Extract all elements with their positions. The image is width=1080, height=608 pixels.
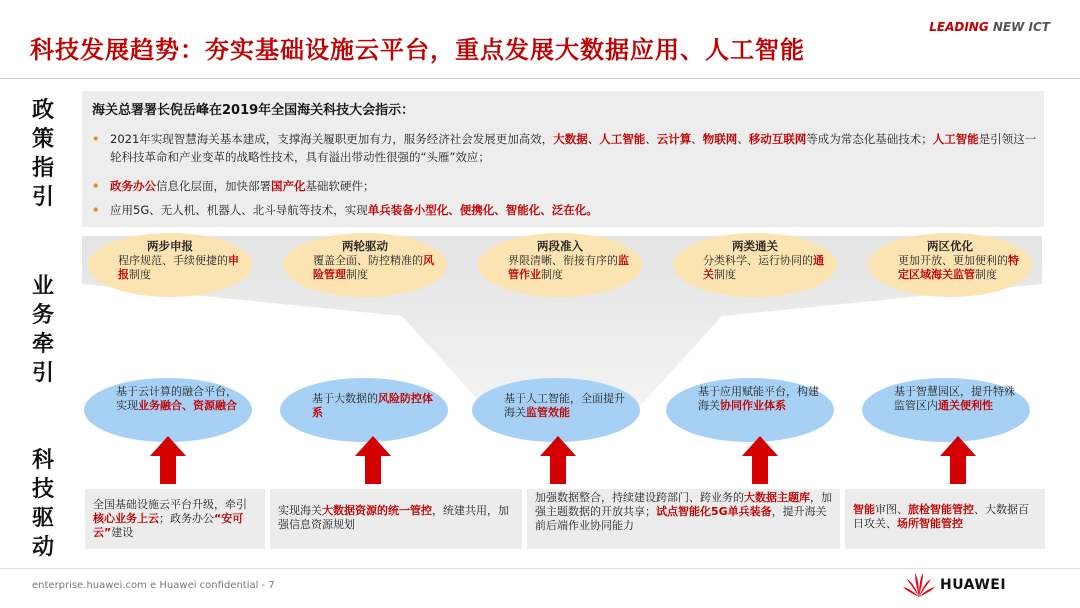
text-span: 信息化层面，加快部署 <box>156 179 271 193</box>
highlight: 风险防控体系 <box>312 392 433 419</box>
business-oval <box>88 233 252 297</box>
tech-goal-oval <box>862 378 1030 442</box>
highlight: 人工智能 <box>599 132 646 146</box>
policy-bullet <box>92 130 1037 166</box>
highlight: 通关便利性 <box>938 399 993 412</box>
highlight: 监管作业 <box>508 254 629 281</box>
text-span: 更加开放、更加便利的 <box>898 254 1008 267</box>
highlight: 大数据主题库 <box>744 491 810 504</box>
huawei-logo-text: HUAWEI <box>940 577 1007 593</box>
highlight: 人工智能 <box>932 132 979 146</box>
brand-slogan <box>929 20 1050 34</box>
up-arrow-icon <box>540 436 576 484</box>
text-span: 基于云计算的融合平台，实现 <box>116 385 237 412</box>
tech-goal-oval <box>84 378 252 442</box>
business-oval <box>673 233 837 297</box>
bullet-dot: • <box>92 203 100 217</box>
text-span: 制度 <box>346 268 368 281</box>
highlight: 智能 <box>853 503 875 516</box>
highlight: 风险管理 <box>313 254 434 281</box>
text-span: 制度 <box>541 268 563 281</box>
text-span: 基于应用赋能平台，构建海关 <box>698 385 819 412</box>
highlight: 单兵装备小型化、便携化、智能化、泛在化。 <box>367 203 598 217</box>
text-span: 是引领这一轮科技革命和产业变革的战略性技术，具有溢出带动性很强的“头雁”效应； <box>110 132 1037 164</box>
up-arrow-icon <box>150 436 186 484</box>
text-span: 基于人工智能，全面提升海关 <box>504 392 625 419</box>
tech-goal-text <box>698 385 820 413</box>
highlight: 协同作业体系 <box>720 399 786 412</box>
policy-bullet <box>92 177 1037 195</box>
up-arrow-icon <box>355 436 391 484</box>
business-oval <box>283 233 447 297</box>
brand-slogan-tail: NEW ICT <box>992 20 1050 34</box>
tech-driver-box <box>845 489 1045 549</box>
policy-bullet <box>92 201 1037 219</box>
business-oval-body <box>313 254 435 282</box>
business-oval <box>868 233 1032 297</box>
business-oval-title: 两轮驱动 <box>342 239 388 253</box>
side-label-policy: 政 策 指 引 <box>31 98 54 211</box>
text-span: 审图、 <box>875 503 908 516</box>
side-label-business: 业 务 牵 引 <box>31 274 54 387</box>
text-span: 分类科学、运行协同的 <box>703 254 813 267</box>
business-oval-body <box>118 254 240 282</box>
huawei-logo <box>902 570 1052 600</box>
text-span: 全国基础设施云平台升级，牵引 <box>93 498 247 511</box>
up-arrow-icon <box>742 436 778 484</box>
text-span: 基于智慧园区，提升特殊监管区内 <box>894 385 1015 412</box>
text-span: 制度 <box>975 268 997 281</box>
highlight: 大数据 <box>553 132 588 146</box>
huawei-flower-icon <box>902 570 936 598</box>
highlight: 特定区域海关监管 <box>898 254 1019 281</box>
footer-text: enterprise.huawei.com e Huawei confidential - 7 <box>32 580 275 591</box>
highlight: 试点智能化5G单兵装备 <box>656 505 772 518</box>
text-span: ；政务办公 <box>159 512 214 525</box>
highlight: 移动互联网 <box>748 132 807 146</box>
text-span: 程序规范、手续便捷的 <box>118 254 228 267</box>
tech-goal-text <box>312 392 434 420</box>
tech-goal-text <box>504 392 626 420</box>
business-oval-body <box>898 254 1020 282</box>
text-span: 制度 <box>714 268 736 281</box>
highlight: “安可云” <box>93 512 244 539</box>
highlight: 云计算 <box>656 132 692 146</box>
up-arrow-icon <box>940 436 976 484</box>
bullet-dot: • <box>92 132 100 146</box>
tech-driver-box <box>527 489 840 549</box>
tech-driver-box <box>270 489 522 549</box>
text-span: 、 <box>587 132 600 146</box>
policy-bullet-text <box>92 201 1037 219</box>
business-oval-title: 两类通关 <box>732 239 778 253</box>
highlight: 申报 <box>118 254 239 281</box>
text-span: 2021年实现智慧海关基本建成，支撑海关履职更加有力，服务经济社会发展更加高效， <box>110 132 554 146</box>
highlight: 国产化 <box>271 179 306 193</box>
highlight: 监管效能 <box>526 406 570 419</box>
tech-goal-text <box>894 385 1016 413</box>
text-span: 建设 <box>111 526 134 539</box>
text-span: 界限清晰、衔接有序的 <box>508 254 618 267</box>
highlight: 物联网 <box>702 132 738 146</box>
text-span: 制度 <box>129 268 151 281</box>
policy-bullet-text <box>92 177 1037 195</box>
footer-divider <box>0 568 1080 569</box>
text-span: ，加强主题数据的开放共享； <box>535 491 832 518</box>
text-span: ，统建共用，加强信息资源规划 <box>278 504 509 531</box>
tech-driver-box <box>85 489 265 549</box>
business-oval-title: 两段准入 <box>537 239 583 253</box>
text-span: 基础软硬件； <box>305 179 375 193</box>
highlight: 业务融合、资源融合 <box>138 399 237 412</box>
page-title: 科技发展趋势：夯实基础设施云平台，重点发展大数据应用、人工智能 <box>30 36 805 64</box>
tech-goal-text <box>116 385 238 413</box>
highlight: 场所智能管控 <box>897 517 963 530</box>
policy-heading: 海关总署署长倪岳峰在2019年全国海关科技大会指示： <box>92 103 415 118</box>
text-span: 应用5G、无人机、机器人、北斗导航等技术，实现 <box>110 203 368 217</box>
text-span: 加强数据整合，持续建设跨部门、跨业务的 <box>535 491 744 504</box>
text-span: 实现海关 <box>278 504 322 517</box>
text-span: 、 <box>645 132 657 146</box>
text-span: ，提升海关前后端作业协同能力 <box>535 505 827 532</box>
business-oval <box>478 233 642 297</box>
highlight: 核心业务上云 <box>93 512 159 525</box>
title-divider <box>0 78 1080 79</box>
business-oval-title: 两步申报 <box>147 239 193 253</box>
tech-goal-oval <box>280 378 448 442</box>
text-span: 覆盖全面、防控精准的 <box>313 254 423 267</box>
text-span: 、 <box>691 132 703 146</box>
business-oval-body <box>703 254 825 282</box>
tech-goal-oval <box>666 378 834 442</box>
text-span: 、大数据百日攻关、 <box>853 503 1029 530</box>
bullet-dot: • <box>92 179 100 193</box>
tech-goal-oval <box>472 378 640 442</box>
brand-slogan-lead: LEADING <box>929 20 989 34</box>
highlight: 旅检智能管控 <box>908 503 974 516</box>
text-span: 、 <box>737 132 749 146</box>
text-span: 等成为常态化基础技术； <box>806 132 933 146</box>
side-label-tech: 科 技 驱 动 <box>31 448 54 561</box>
highlight: 通关 <box>703 254 824 281</box>
business-oval-title: 两区优化 <box>927 239 973 253</box>
policy-bullet-text <box>92 130 1037 166</box>
text-span: 基于大数据的 <box>312 392 378 405</box>
business-oval-body <box>508 254 630 282</box>
highlight: 大数据资源的统一管控 <box>322 504 432 517</box>
highlight: 政务办公 <box>110 179 156 193</box>
